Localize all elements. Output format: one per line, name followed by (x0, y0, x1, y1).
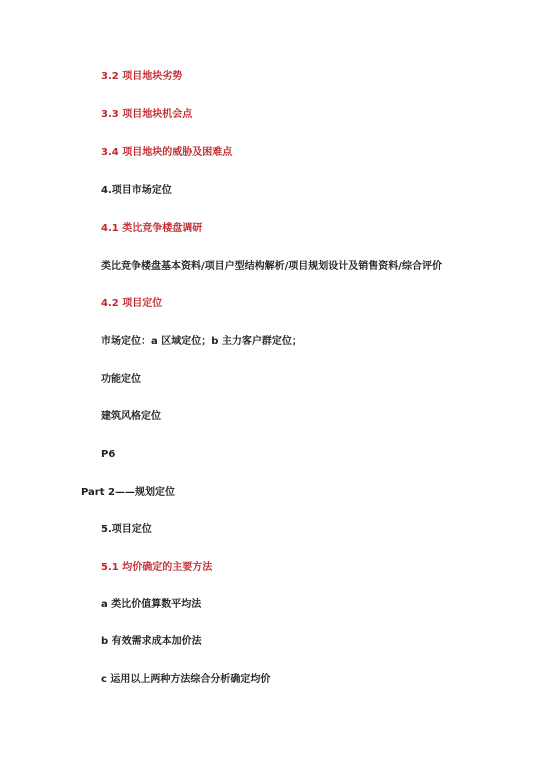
heading-4-2: 4.2 项目定位 (101, 298, 163, 309)
heading-3-2: 3.2 项目地块劣势 (101, 71, 183, 82)
heading-3-3: 3.3 项目地块机会点 (101, 109, 193, 120)
part-2-title: Part 2——规划定位 (81, 487, 175, 498)
page-reference-p6: P6 (101, 449, 116, 460)
heading-4-1: 4.1 类比竞争楼盘调研 (101, 223, 203, 234)
body-line-method-a: a 类比价值算数平均法 (101, 599, 202, 610)
heading-3-4: 3.4 项目地块的威胁及困难点 (101, 147, 233, 158)
body-line-function-position: 功能定位 (101, 374, 141, 385)
body-line-method-c: c 运用以上两种方法综合分析确定均价 (101, 674, 271, 685)
section-5-title: 5.项目定位 (101, 524, 152, 535)
body-line-architecture-style: 建筑风格定位 (101, 411, 161, 422)
body-line-competitor-info: 类比竞争楼盘基本资料/项目户型结构解析/项目规划设计及销售资料/综合评价 (101, 261, 442, 272)
body-line-market-position: 市场定位：a 区域定位；b 主力客户群定位； (101, 336, 302, 347)
section-4-title: 4.项目市场定位 (101, 185, 172, 196)
body-line-method-b: b 有效需求成本加价法 (101, 636, 202, 647)
heading-5-1: 5.1 均价确定的主要方法 (101, 562, 213, 573)
